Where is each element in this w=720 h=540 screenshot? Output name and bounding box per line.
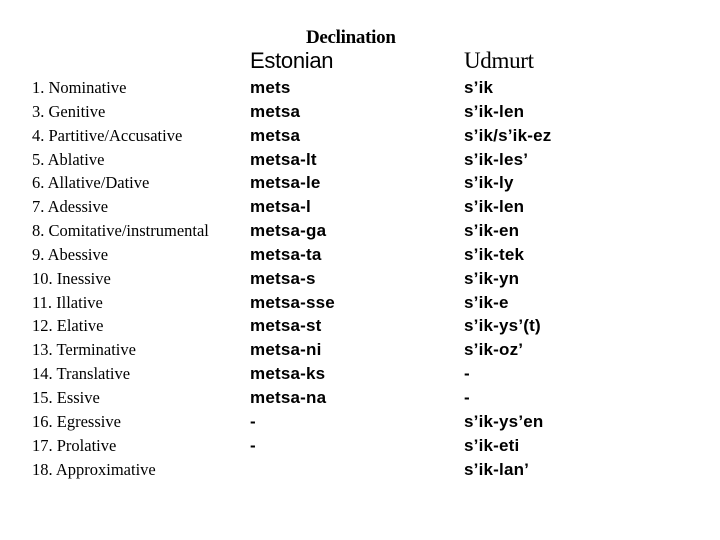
page-title: Declination (306, 27, 396, 48)
case-name: 7. Adessive (32, 197, 109, 217)
case-name: 4. Partitive/Accusative (32, 125, 183, 145)
estonian-form (250, 458, 335, 482)
estonian-form: metsa-sse (250, 292, 335, 312)
case-name: 10. Inessive (32, 268, 111, 288)
udmurt-form: s’ik/s’ik-ez (464, 125, 552, 145)
udmurt-form: s’ik-eti (464, 435, 520, 455)
udmurt-form: s’ik-yn (464, 268, 520, 288)
estonian-form: - (250, 411, 256, 431)
udmurt-column-header: Udmurt (464, 48, 534, 73)
udmurt-form: s’ik-les’ (464, 149, 529, 169)
udmurt-form-list (464, 76, 551, 481)
estonian-column-header: Estonian (250, 48, 334, 73)
case-name: 15. Essive (32, 387, 100, 407)
estonian-form: metsa-s (250, 268, 316, 288)
udmurt-form: s’ik-en (464, 221, 520, 241)
udmurt-form: s’ik (464, 78, 494, 97)
estonian-form: mets (250, 78, 291, 97)
case-name: 3. Genitive (32, 101, 106, 121)
udmurt-form: s’ik-lan’ (464, 459, 530, 479)
case-name: 13. Terminative (32, 340, 136, 360)
estonian-form: metsa-le (250, 173, 321, 193)
udmurt-form: s’ik-tek (464, 244, 525, 264)
case-name: 5. Ablative (32, 149, 105, 169)
estonian-form: metsa (250, 125, 301, 145)
udmurt-form: - (464, 387, 470, 407)
udmurt-form: s’ik-e (464, 292, 509, 312)
case-name: 11. Illative (32, 292, 103, 312)
estonian-form: metsa-ni (250, 340, 322, 360)
case-name: 9. Abessive (32, 244, 109, 264)
udmurt-form: - (464, 364, 470, 384)
case-name: 12. Elative (32, 316, 104, 336)
estonian-form: metsa-ga (250, 221, 327, 241)
estonian-form: metsa-ks (250, 364, 326, 384)
estonian-form: metsa-st (250, 316, 322, 336)
udmurt-form: s’ik-len (464, 101, 525, 121)
udmurt-form: s’ik-len (464, 197, 525, 217)
case-name: 1. Nominative (32, 78, 127, 97)
estonian-form: metsa-lt (250, 149, 317, 169)
case-name: 6. Allative/Dative (32, 173, 150, 193)
case-name: 17. Prolative (32, 435, 117, 455)
udmurt-form: s’ik-oz’ (464, 340, 524, 360)
estonian-form: metsa (250, 101, 301, 121)
case-name: 14. Translative (32, 364, 131, 384)
estonian-form-list (250, 76, 335, 481)
case-list (32, 76, 209, 481)
udmurt-form: s’ik-ly (464, 173, 514, 193)
estonian-form: metsa-na (250, 387, 327, 407)
case-name: 16. Egressive (32, 411, 121, 431)
udmurt-form: s’ik-ys’en (464, 411, 544, 431)
case-name: 8. Comitative/instrumental (32, 221, 209, 241)
estonian-form: metsa-l (250, 197, 311, 217)
estonian-form: - (250, 435, 256, 455)
case-name: 18. Approximative (32, 459, 156, 479)
estonian-form: metsa-ta (250, 244, 322, 264)
udmurt-form: s’ik-ys’(t) (464, 316, 541, 336)
